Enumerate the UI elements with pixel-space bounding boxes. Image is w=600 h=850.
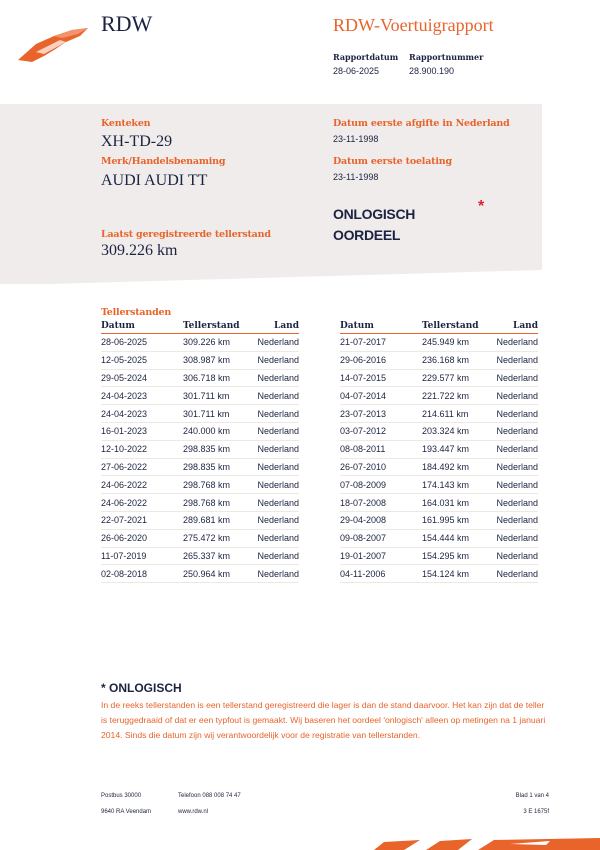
- reading-country: Nederland: [249, 547, 299, 565]
- reading-date: 18-07-2008: [340, 494, 422, 512]
- reading-odometer: 214.611 km: [422, 405, 488, 423]
- readings-title: Tellerstanden: [101, 307, 172, 318]
- reading-odometer: 236.168 km: [422, 351, 488, 369]
- col-country-header: Land: [488, 320, 538, 334]
- reading-odometer: 301.711 km: [183, 405, 249, 423]
- table-row: [101, 387, 299, 405]
- reading-country: Nederland: [249, 511, 299, 529]
- report-date: 28-06-2025: [333, 66, 380, 76]
- table-row: [101, 440, 299, 458]
- reading-odometer: 154.295 km: [422, 547, 488, 565]
- table-row: [101, 565, 299, 583]
- plate-label: Kenteken: [101, 118, 151, 129]
- table-row: [340, 458, 538, 476]
- reading-country: Nederland: [488, 458, 538, 476]
- reading-date: 29-04-2008: [340, 511, 422, 529]
- reading-date: 07-08-2009: [340, 476, 422, 494]
- reading-date: 03-07-2012: [340, 422, 422, 440]
- reading-odometer: 164.031 km: [422, 494, 488, 512]
- first-nl-label: Datum eerste afgifte in Nederland: [333, 118, 510, 129]
- table-header-row: [101, 320, 299, 334]
- reading-odometer: 298.768 km: [183, 494, 249, 512]
- first-nl-value: 23-11-1998: [333, 134, 379, 144]
- reading-country: Nederland: [488, 334, 538, 352]
- reading-country: Nederland: [488, 494, 538, 512]
- reading-odometer: 275.472 km: [183, 529, 249, 547]
- rdw-logo-icon: [14, 22, 92, 64]
- reading-country: Nederland: [488, 529, 538, 547]
- reading-date: 23-07-2013: [340, 405, 422, 423]
- table-row: [340, 547, 538, 565]
- reading-country: Nederland: [249, 494, 299, 512]
- reading-date: 26-07-2010: [340, 458, 422, 476]
- reading-country: Nederland: [488, 476, 538, 494]
- table-row: [101, 511, 299, 529]
- reading-country: Nederland: [488, 369, 538, 387]
- reading-date: 22-07-2021: [101, 511, 183, 529]
- reading-date: 24-04-2023: [101, 387, 183, 405]
- footer-address-1: Postbus 30000: [101, 793, 142, 799]
- reading-odometer: 309.226 km: [183, 334, 249, 352]
- reading-odometer: 240.000 km: [183, 422, 249, 440]
- table-row: [101, 351, 299, 369]
- reading-odometer: 250.964 km: [183, 565, 249, 583]
- report-number: 28.900.190: [409, 66, 455, 76]
- footer-decoration: [360, 838, 600, 850]
- reading-odometer: 245.949 km: [422, 334, 488, 352]
- reading-odometer: 298.835 km: [183, 458, 249, 476]
- reading-date: 24-06-2022: [101, 476, 183, 494]
- table-row: [101, 405, 299, 423]
- table-row: [101, 369, 299, 387]
- odometer-value: 309.226 km: [101, 242, 178, 259]
- reading-odometer: 174.143 km: [422, 476, 488, 494]
- reading-odometer: 308.987 km: [183, 351, 249, 369]
- reading-country: Nederland: [488, 547, 538, 565]
- reading-country: Nederland: [488, 405, 538, 423]
- verdict-line-2: OORDEEL: [333, 227, 401, 243]
- verdict-asterisk: *: [478, 198, 485, 215]
- reading-odometer: 184.492 km: [422, 458, 488, 476]
- reading-odometer: 193.447 km: [422, 440, 488, 458]
- footer-page-number: Blad 1 van 4: [515, 793, 549, 799]
- table-row: [340, 440, 538, 458]
- reading-date: 12-10-2022: [101, 440, 183, 458]
- reading-odometer: 154.444 km: [422, 529, 488, 547]
- reading-odometer: 298.835 km: [183, 440, 249, 458]
- reading-date: 26-06-2020: [101, 529, 183, 547]
- note-body: In de reeks tellerstanden is een tellerstand geregistreerd die lager is dan de stand daarvoor. Het kan zijn dat de teller is teruggedraaid of dat er een typfout is gemaakt. Wij baseren het oordeel 'onlogisch' alleen op metingen na 1 januari 2014. Sinds die datum zijn wij verantwoordelijk voor de registratie van tellerstanden.: [101, 700, 546, 740]
- table-row: [340, 476, 538, 494]
- reading-date: 02-08-2018: [101, 565, 183, 583]
- footer-address-2: 9640 RA Veendam: [101, 809, 152, 815]
- reading-country: Nederland: [249, 387, 299, 405]
- col-odo-header: Tellerstand: [422, 320, 488, 334]
- reading-country: Nederland: [249, 422, 299, 440]
- reading-country: Nederland: [488, 565, 538, 583]
- reading-date: 11-07-2019: [101, 547, 183, 565]
- reading-date: 28-06-2025: [101, 334, 183, 352]
- reading-date: 14-07-2015: [340, 369, 422, 387]
- table-row: [340, 511, 538, 529]
- reading-odometer: 265.337 km: [183, 547, 249, 565]
- footer-phone: Telefoon 088 008 74 47: [178, 793, 241, 799]
- table-row: [340, 334, 538, 352]
- reading-odometer: 298.768 km: [183, 476, 249, 494]
- reading-date: 04-11-2006: [340, 565, 422, 583]
- readings-table-right: [340, 320, 538, 583]
- first-admission-label: Datum eerste toelating: [333, 156, 452, 167]
- reading-date: 12-05-2025: [101, 351, 183, 369]
- reading-date: 09-08-2007: [340, 529, 422, 547]
- reading-date: 29-06-2016: [340, 351, 422, 369]
- reading-odometer: 301.711 km: [183, 387, 249, 405]
- reading-date: 29-05-2024: [101, 369, 183, 387]
- table-row: [340, 529, 538, 547]
- reading-date: 08-08-2011: [340, 440, 422, 458]
- make-label: Merk/Handelsbenaming: [101, 156, 226, 167]
- reading-date: 04-07-2014: [340, 387, 422, 405]
- reading-country: Nederland: [488, 422, 538, 440]
- footer-website: www.rdw.nl: [178, 809, 209, 815]
- reading-odometer: 289.681 km: [183, 511, 249, 529]
- table-row: [101, 476, 299, 494]
- table-row: [101, 547, 299, 565]
- panel-tail: [0, 270, 542, 284]
- col-date-header: Datum: [340, 320, 422, 334]
- reading-country: Nederland: [249, 369, 299, 387]
- reading-country: Nederland: [249, 440, 299, 458]
- table-row: [101, 334, 299, 352]
- report-title: RDW-Voertuigrapport: [333, 15, 494, 35]
- first-admission-value: 23-11-1998: [333, 172, 379, 182]
- reading-country: Nederland: [488, 387, 538, 405]
- reading-country: Nederland: [249, 458, 299, 476]
- reading-date: 19-01-2007: [340, 547, 422, 565]
- table-row: [101, 529, 299, 547]
- reading-odometer: 154.124 km: [422, 565, 488, 583]
- table-row: [101, 422, 299, 440]
- reading-country: Nederland: [488, 351, 538, 369]
- reading-country: Nederland: [249, 529, 299, 547]
- reading-country: Nederland: [249, 351, 299, 369]
- reading-date: 24-04-2023: [101, 405, 183, 423]
- readings-table-left: [101, 320, 299, 583]
- reading-country: Nederland: [249, 476, 299, 494]
- plate-value: XH-TD-29: [101, 133, 173, 150]
- reading-odometer: 229.577 km: [422, 369, 488, 387]
- table-row: [340, 387, 538, 405]
- col-date-header: Datum: [101, 320, 183, 334]
- report-number-label: Rapportnummer: [409, 52, 484, 62]
- reading-country: Nederland: [249, 334, 299, 352]
- table-row: [340, 494, 538, 512]
- table-row: [340, 405, 538, 423]
- table-row: [340, 351, 538, 369]
- footer-document-code: 3 E 1675f: [523, 809, 549, 815]
- table-row: [101, 494, 299, 512]
- table-row: [101, 458, 299, 476]
- reading-date: 27-06-2022: [101, 458, 183, 476]
- col-country-header: Land: [249, 320, 299, 334]
- reading-date: 24-06-2022: [101, 494, 183, 512]
- reading-country: Nederland: [249, 405, 299, 423]
- brand-name: RDW: [101, 11, 153, 36]
- note-title: * ONLOGISCH: [101, 681, 182, 695]
- reading-odometer: 306.718 km: [183, 369, 249, 387]
- odometer-label: Laatst geregistreerde tellerstand: [101, 229, 271, 240]
- col-odo-header: Tellerstand: [183, 320, 249, 334]
- reading-odometer: 161.995 km: [422, 511, 488, 529]
- reading-odometer: 203.324 km: [422, 422, 488, 440]
- table-row: [340, 565, 538, 583]
- reading-country: Nederland: [488, 440, 538, 458]
- table-row: [340, 422, 538, 440]
- report-date-label: Rapportdatum: [333, 52, 399, 62]
- table-header-row: [340, 320, 538, 334]
- reading-odometer: 221.722 km: [422, 387, 488, 405]
- reading-date: 16-01-2023: [101, 422, 183, 440]
- make-value: AUDI AUDI TT: [101, 172, 208, 189]
- reading-country: Nederland: [488, 511, 538, 529]
- reading-date: 21-07-2017: [340, 334, 422, 352]
- table-row: [340, 369, 538, 387]
- verdict-line-1: ONLOGISCH: [333, 206, 416, 222]
- reading-country: Nederland: [249, 565, 299, 583]
